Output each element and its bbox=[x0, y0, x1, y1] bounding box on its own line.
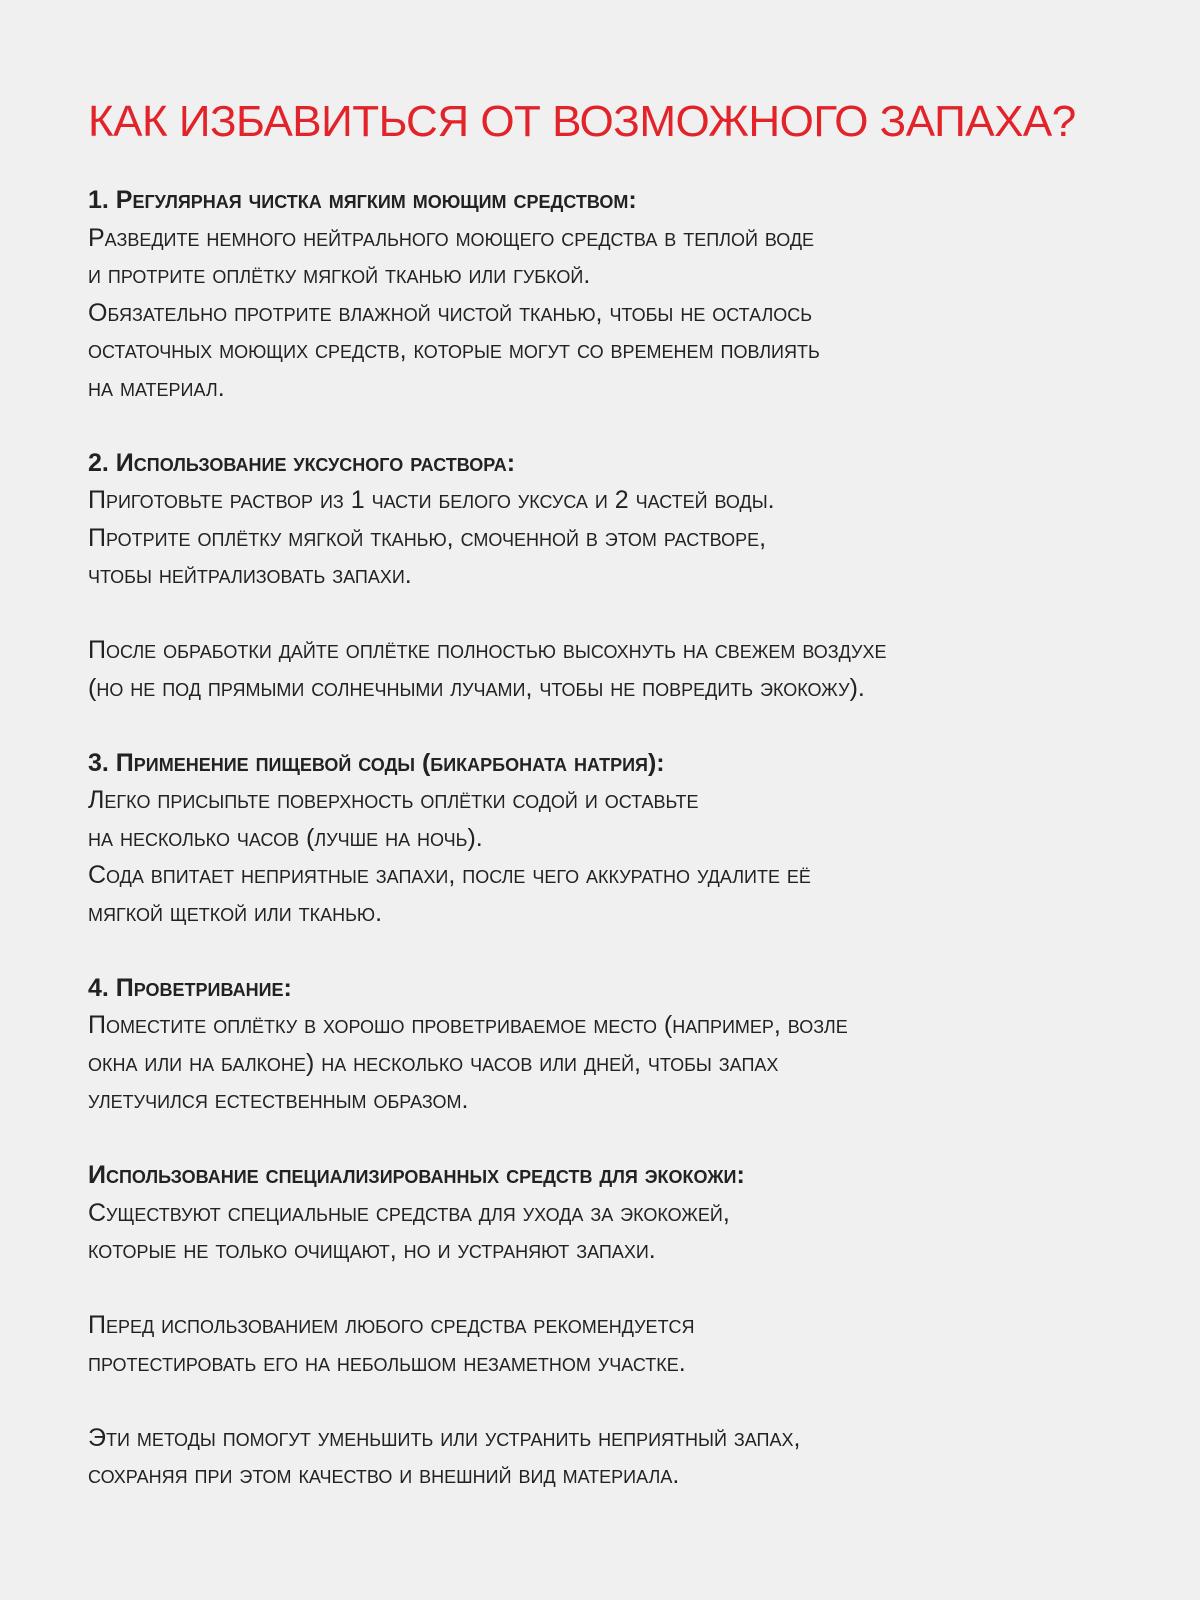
section-heading: 4. Проветривание: bbox=[88, 973, 292, 1002]
section-text-line: После обработки дайте оплётке полностью высохнуть на свежем воздухе bbox=[88, 636, 887, 664]
section-text-line: Поместите оплётку в хорошо проветриваемое место (например, возле bbox=[88, 1011, 848, 1039]
section-text-line: чтобы нейтрализовать запахи. bbox=[88, 561, 412, 589]
section-heading: Использование специализированных средств для экокожи: bbox=[88, 1161, 745, 1189]
section-text-line: окна или на балконе) на несколько часов или дней, чтобы запах bbox=[88, 1048, 779, 1077]
sections-container bbox=[88, 182, 1112, 1495]
section-6 bbox=[88, 1157, 1112, 1270]
section-heading: 3. Применение пищевой соды (бикарбоната натрия): bbox=[88, 748, 665, 777]
section-text-line: которые не только очищают, но и устраняют запахи. bbox=[88, 1236, 656, 1264]
section-text-line: сохраняя при этом качество и внешний вид материала. bbox=[88, 1461, 680, 1489]
section-text-line: Существуют специальные средства для ухода за экокожей, bbox=[88, 1198, 730, 1227]
section-text-line: протестировать его на небольшом незаметном участке. bbox=[88, 1348, 686, 1377]
section-5 bbox=[88, 970, 1112, 1120]
section-text-line: Приготовьте раствор из 1 части белого уксуса и 2 частей воды. bbox=[88, 486, 775, 514]
section-text-line: Сода впитает неприятные запахи, после чего аккуратно удалите её bbox=[88, 861, 811, 889]
section-text-line: Легко присыпьте поверхность оплётки содой и оставьте bbox=[88, 786, 699, 814]
section-text-line: и протрите оплётку мягкой тканью или губкой. bbox=[88, 261, 591, 289]
section-heading: 2. Использование уксусного раствора: bbox=[88, 448, 516, 477]
section-4 bbox=[88, 745, 1112, 933]
section-3 bbox=[88, 632, 1112, 707]
section-text-line: улетучился естественным образом. bbox=[88, 1086, 469, 1114]
section-text-line: Обязательно протрите влажной чистой тканью, чтобы не осталось bbox=[88, 298, 813, 327]
section-text-line: Перед использованием любого средства рекомендуется bbox=[88, 1311, 695, 1339]
page-title: КАК ИЗБАВИТЬСЯ ОТ ВОЗМОЖНОГО ЗАПАХА? bbox=[88, 97, 1076, 146]
section-2 bbox=[88, 445, 1112, 595]
section-1 bbox=[88, 182, 1112, 407]
section-text-line: Эти методы помогут уменьшить или устранить неприятный запах, bbox=[88, 1423, 801, 1452]
section-text-line: мягкой щеткой или тканью. bbox=[88, 898, 383, 927]
section-7 bbox=[88, 1307, 1112, 1382]
section-text-line: на материал. bbox=[88, 373, 225, 402]
section-text-line: на несколько часов (лучше на ночь). bbox=[88, 823, 483, 852]
section-8 bbox=[88, 1420, 1112, 1495]
section-heading: 1. Регулярная чистка мягким моющим средством: bbox=[88, 186, 637, 214]
section-text-line: (но не под прямыми солнечными лучами, чтобы не повредить экокожу). bbox=[88, 673, 865, 702]
section-text-line: остаточных моющих средств, которые могут со временем повлиять bbox=[88, 336, 820, 364]
section-text-line: Протрите оплётку мягкой тканью, смоченной в этом растворе, bbox=[88, 523, 767, 552]
section-text-line: Разведите немного нейтрального моющего средства в теплой воде bbox=[88, 223, 815, 252]
